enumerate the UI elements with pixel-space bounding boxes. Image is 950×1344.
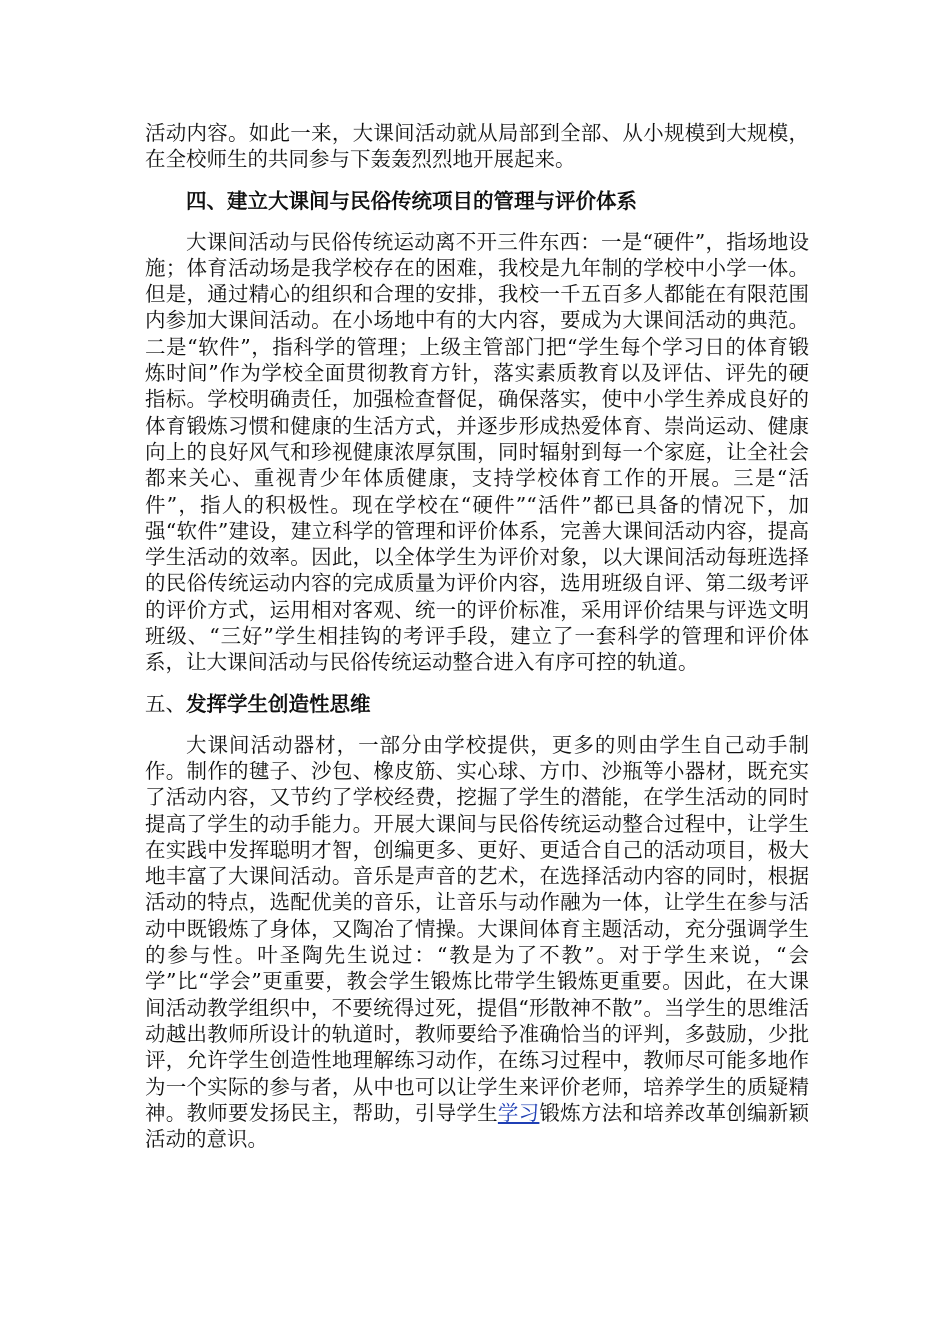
- section-5-heading: [145, 690, 809, 718]
- section-4-paragraph: 大课间活动与民俗传统运动离不开三件东西：一是“硬件”，指场地设施；体育活动场是我学校存在的困难，我校是九年制的学校中小学一体。但是，通过精心的组织和合理的安排，我校一千五百多人都能在有限范围内参加大课间活动。在小场地中有的大内容，要成为大课间活动的典范。二是“软件”，指科学的管理；上级主管部门把“学生每个学习日的体育锻炼时间”作为学校全面贯彻教育方针，落实素质教育以及评估、评先的硬指标。学校明确责任，加强检查督促，确保落实，使中小学生养成良好的体育锻炼习惯和健康的生活方式，并逐步形成热爱体育、崇尚运动、健康向上的良好风气和珍视健康浓厚氛围，同时辐射到每一个家庭，让全社会都来关心、重视青少年体质健康，支持学校体育工作的开展。三是“活件”，指人的积极性。现在学校在“硬件”“活件”都已具备的情况下，加强“软件”建设，建立科学的管理和评价体系，完善大课间活动内容，提高学生活动的效率。因此，以全体学生为评价对象，以大课间活动每班选择的民俗传统运动内容的完成质量为评价内容，选用班级自评、第二级考评的评价方式，运用相对客观、统一的评价标准，采用评价结果与评选文明班级、“三好”学生相挂钩的考评手段，建立了一套科学的管理和评价体系，让大课间活动与民俗传统运动整合进入有序可控的轨道。: [145, 229, 809, 675]
- study-link[interactable]: 学习: [497, 1100, 540, 1125]
- section-5-heading-title: 发挥学生创造性思维: [186, 691, 371, 716]
- section-5-heading-prefix: 五、: [145, 691, 186, 716]
- section-5-paragraph: [145, 732, 809, 1153]
- section-4-heading: 四、建立大课间与民俗传统项目的管理与评价体系: [186, 188, 637, 213]
- section-5-text-after-link: 锻炼方法和培养改革创编新颖活动的意识。: [145, 1100, 810, 1152]
- document-body: [145, 120, 809, 1152]
- section-5-text-before-link: 大课间活动器材，一部分由学校提供，更多的则由学生自己动手制作。制作的毽子、沙包、橡皮筋、实心球、方巾、沙瓶等小器材，既充实了活动内容，又节约了学校经费，挖掘了学生的潜能，在学生活动的同时提高了学生的动手能力。开展大课间与民俗传统运动整合过程中，让学生在实践中发挥聪明才智，创编更多、更好、更适合自己的活动项目，极大地丰富了大课间活动。音乐是声音的艺术，在选择活动内容的同时，根据活动的特点，选配优美的音乐，让音乐与动作融为一体，让学生在参与活动中既锻炼了身体，又陶冶了情操。大课间体育主题活动，充分强调学生的参与性。叶圣陶先生说过：“教是为了不教”。对于学生来说，“会学”比“学会”更重要，教会学生锻炼比带学生锻炼更重要。因此，在大课间活动教学组织中，不要统得过死，提倡“形散神不散”。当学生的思维活动越出教师所设计的轨道时，教师要给予准确恰当的评判，多鼓励，少批评，允许学生创造性地理解练习动作，在练习过程中，教师尽可能多地作为一个实际的参与者，从中也可以让学生来评价老师，培养学生的质疑精神。教师要发扬民主，帮助，引导学生: [145, 732, 809, 1125]
- continued-paragraph: 活动内容。如此一来，大课间活动就从局部到全部、从小规模到大规模，在全校师生的共同参与下轰轰烈烈地开展起来。: [145, 121, 809, 172]
